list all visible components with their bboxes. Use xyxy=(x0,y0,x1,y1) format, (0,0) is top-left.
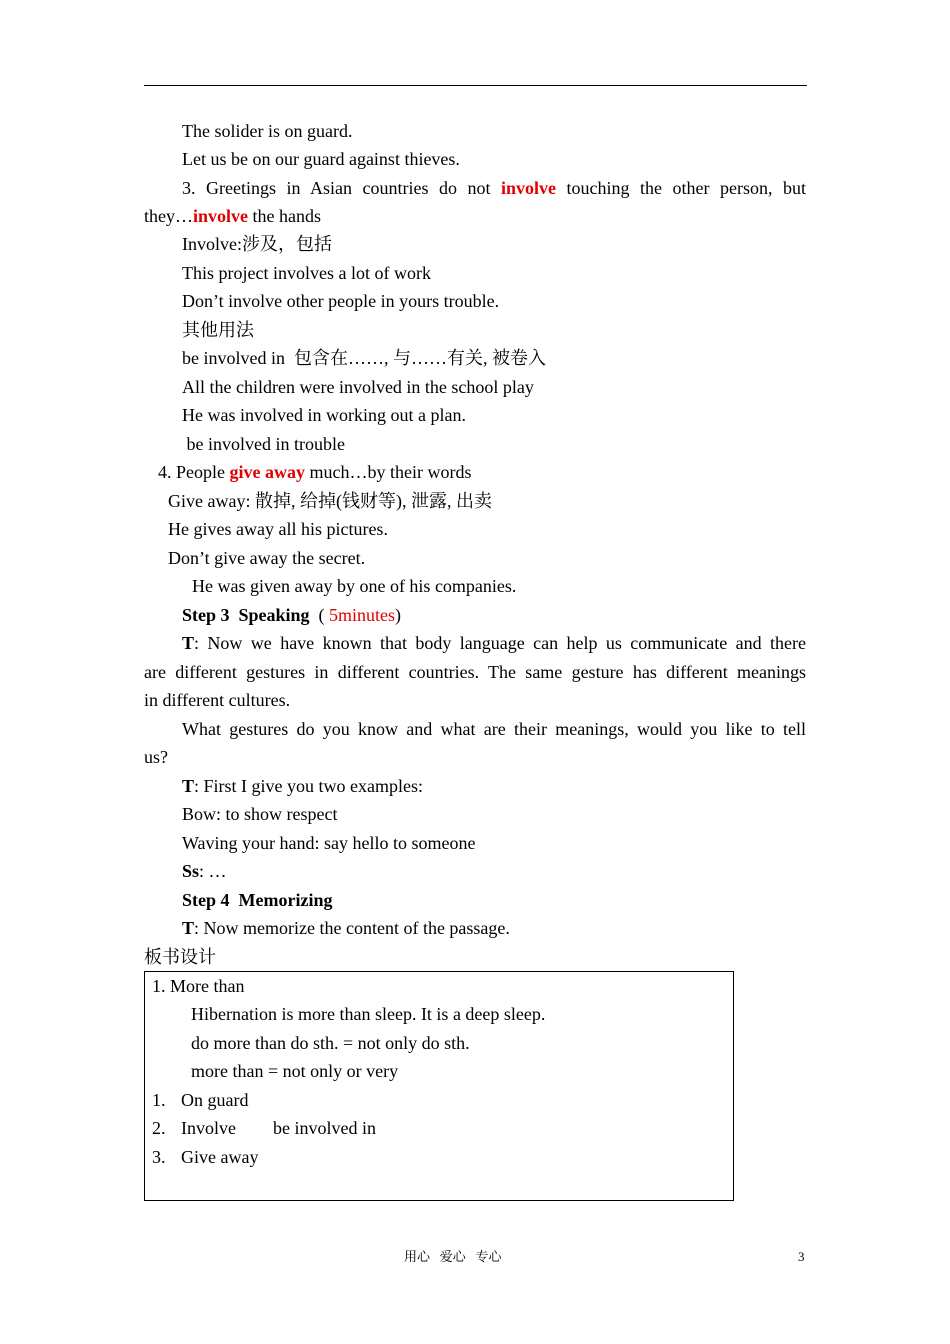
keyword-involve: involve xyxy=(193,206,249,226)
board-list-number: 2. xyxy=(152,1118,166,1138)
text-line-justified: What gestures do you know and what are their meanings, would you like to tell xyxy=(182,719,806,739)
text-line: This project involves a lot of work xyxy=(182,263,431,283)
board-list-number: 1. xyxy=(152,1090,166,1110)
time-label: 5minutes xyxy=(329,605,396,625)
text-line-justified: are different gestures in different countries. The same gesture has different meanings xyxy=(144,662,806,682)
board-design-heading: 板书设计 xyxy=(144,947,216,967)
board-line: more than = not only or very xyxy=(191,1061,399,1081)
board-line: do more than do sth. = not only do sth. xyxy=(191,1033,470,1053)
board-list-item-extra: be involved in xyxy=(273,1118,376,1138)
text-line: He was given away by one of his companies. xyxy=(192,576,517,596)
text-line-justified: 3. Greetings in Asian countries do not involve touching the other person, but xyxy=(182,178,806,198)
text-line: T: Now memorize the content of the passage. xyxy=(182,918,510,938)
text-line: they…involve the hands xyxy=(144,206,321,226)
text-line-justified: T: Now we have known that body language can help us communicate and there xyxy=(182,633,806,653)
text-line: Bow: to show respect xyxy=(182,804,338,824)
text-line: He was involved in working out a plan. xyxy=(182,405,466,425)
text-line: Involve:涉及，包括 xyxy=(182,234,332,254)
text-line: All the children were involved in the school play xyxy=(182,377,534,397)
footer-motto: 用心 爱心 专心 xyxy=(404,1249,502,1264)
text-line: He gives away all his pictures. xyxy=(168,519,388,539)
keyword-involve: involve xyxy=(501,178,557,198)
board-line: 1. More than xyxy=(152,976,245,996)
text-line: be involved in trouble xyxy=(182,434,345,454)
text-line: 4. People give away much…by their words xyxy=(158,462,472,482)
text-line: Don’t give away the secret. xyxy=(168,548,366,568)
board-line: Hibernation is more than sleep. It is a deep sleep. xyxy=(191,1004,546,1024)
page-number: 3 xyxy=(798,1249,805,1264)
keyword-give-away: give away xyxy=(229,462,305,482)
board-list-item: On guard xyxy=(181,1090,249,1110)
text-line: Don’t involve other people in yours trouble. xyxy=(182,291,500,311)
step-heading: Step 3 Speaking ( 5minutes) xyxy=(182,605,402,625)
board-list-item: Give away xyxy=(181,1147,259,1167)
text-line: in different cultures. xyxy=(144,690,291,710)
text-line: Waving your hand: say hello to someone xyxy=(182,833,476,853)
text-line: 其他用法 xyxy=(182,320,254,340)
text-line: Let us be on our guard against thieves. xyxy=(182,149,460,169)
text-line: us? xyxy=(144,747,168,767)
text-line: The solider is on guard. xyxy=(182,121,353,141)
text-line: T: First I give you two examples: xyxy=(182,776,423,796)
step-heading: Step 4 Memorizing xyxy=(182,890,333,910)
header-rule xyxy=(144,85,807,86)
text-line: Give away: 散掉, 给掉(钱财等), 泄露, 出卖 xyxy=(168,491,492,511)
board-list-number: 3. xyxy=(152,1147,166,1167)
text-line: be involved in 包含在……, 与……有关, 被卷入 xyxy=(182,348,546,368)
board-list-item: Involve xyxy=(181,1118,236,1138)
text-line: Ss: … xyxy=(182,861,227,881)
